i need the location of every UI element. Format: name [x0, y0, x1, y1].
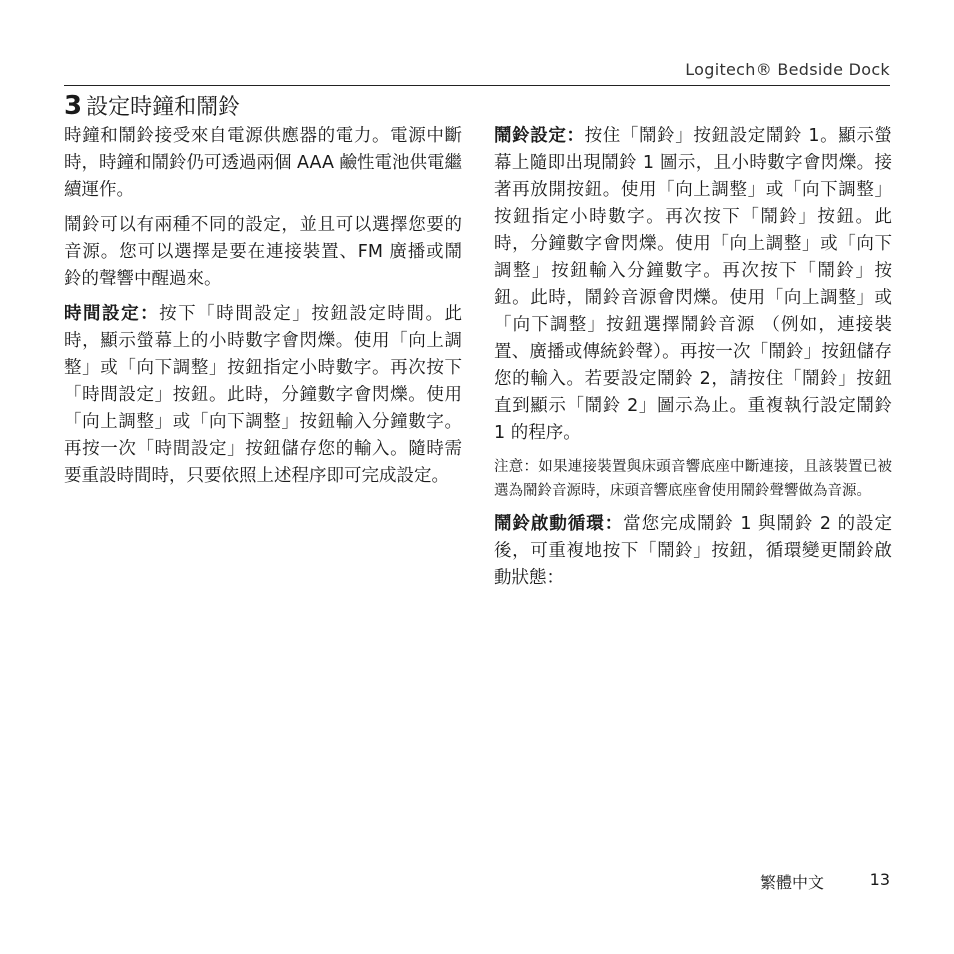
section-title: 設定時鐘和鬧鈴 — [86, 95, 241, 120]
alarm-setting-text: 按住「鬧鈴」按鈕設定鬧鈴 1。顯示螢幕上隨即出現鬧鈴 1 圖示，且小時數字會閃爍。接著再放開按鈕。使用「向上調整」或「向下調整」按鈕指定小時數字。再次按下「鬧鈴」按鈕。此時，分鐘數字會閃爍。使用「向上調整」或「向下調整」按鈕輸入分鐘數字。再次按下「鬧鈴」按鈕。此時，鬧鈴音源會閃爍。使用「向上調整」或「向下調整」按鈕選擇鬧鈴音源 （例如，連接裝置、廣播或傳統鈴聲）。再按一次「鬧鈴」按鈕儲存您的輸入。若要設定鬧鈴 2，請按住「鬧鈴」按鈕直到顯示「鬧鈴 2」圖示為止。重複執行設定鬧鈴 1 的程序。 — [494, 126, 892, 443]
section-heading — [64, 90, 240, 124]
paragraph-power: 時鐘和鬧鈴接受來自電源供應器的電力。電源中斷時，時鐘和鬧鈴仍可透過兩個 AAA 鹼性電池供電繼續運作。 — [64, 126, 463, 200]
header-rule — [64, 85, 890, 86]
header-brand: Logitech® Bedside Dock — [685, 60, 890, 79]
alarm-cycle-text: 當您完成鬧鈴 1 與鬧鈴 2 的設定後，可重複地按下「鬧鈴」按鈕，循環變更鬧鈴啟動狀態： — [494, 514, 892, 588]
alarm-setting-label: 鬧鈴設定： — [494, 126, 585, 146]
paragraph-alarm-cycle — [494, 511, 892, 592]
page-number: 13 — [869, 870, 890, 889]
paragraph-alarm-intro: 鬧鈴可以有兩種不同的設定，並且可以選擇您要的音源。您可以選擇是要在連接裝置、FM 廣播或鬧鈴的聲響中醒過來。 — [64, 215, 462, 289]
section-number: 3 — [64, 91, 83, 121]
time-setting-text: 按下「時間設定」按鈕設定時間。此時，顯示螢幕上的小時數字會閃爍。使用「向上調整」或「向下調整」按鈕指定小時數字。再次按下「時間設定」按鈕。此時，分鐘數字會閃爍。使用「向上調整」或「向下調整」按鈕輸入分鐘數字。再按一次「時間設定」按鈕儲存您的輸入。隨時需要重設時間時，只要依照上述程序即可完成設定。 — [64, 304, 462, 486]
paragraph-time-setting — [64, 301, 462, 490]
note-paragraph: 注意：如果連接裝置與床頭音響底座中斷連接，且該裝置已被選為鬧鈴音源時，床頭音響底座會使用鬧鈴聲響做為音源。 — [494, 459, 892, 499]
right-column — [494, 123, 892, 600]
time-setting-label: 時間設定： — [64, 304, 160, 324]
paragraph-alarm-setting — [494, 123, 892, 447]
left-column — [64, 123, 462, 498]
footer-language: 繁體中文 — [760, 873, 825, 892]
alarm-cycle-label: 鬧鈴啟動循環： — [494, 514, 624, 534]
